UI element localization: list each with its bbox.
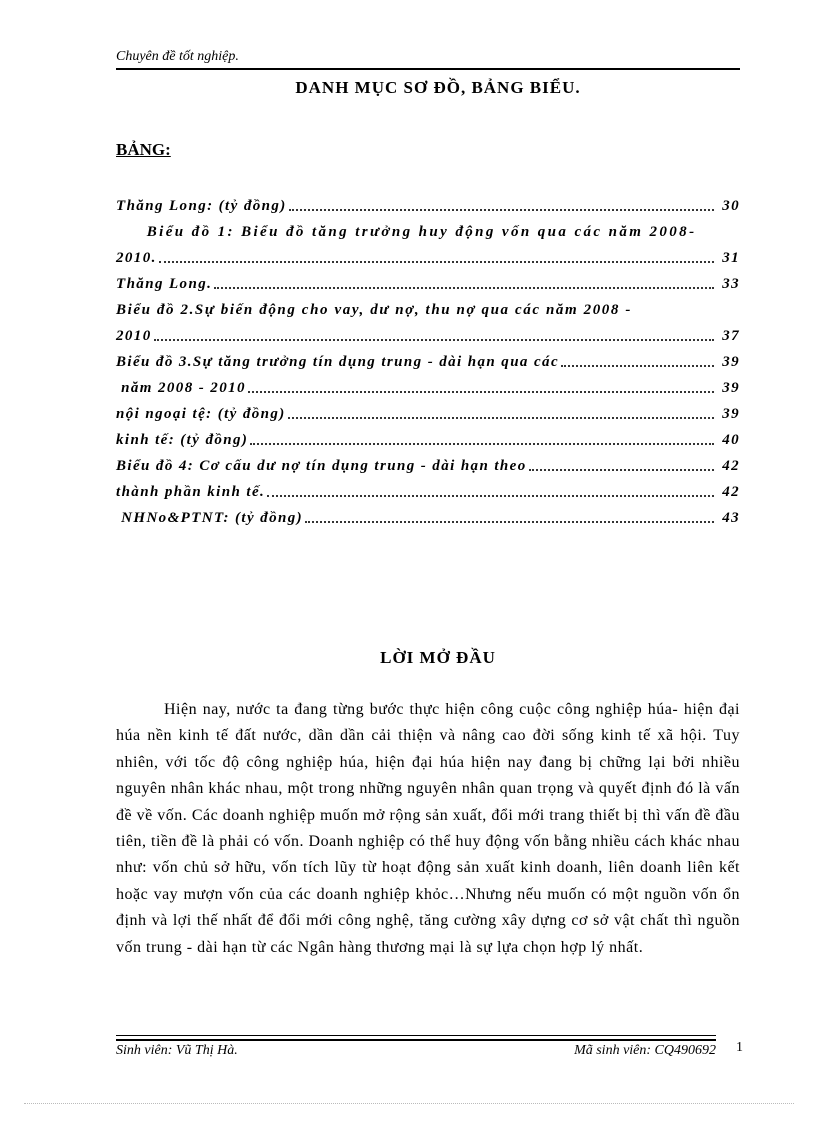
footer-student-name: Sinh viên: Vũ Thị Hà. — [116, 1043, 238, 1058]
header-divider — [116, 68, 740, 70]
toc-entry[interactable] — [116, 190, 740, 216]
toc-entry-label: Thăng Long. — [116, 276, 213, 292]
toc-entry[interactable] — [116, 476, 740, 502]
footer-divider-thin — [116, 1035, 716, 1036]
toc-entry[interactable] — [116, 294, 740, 320]
page-bottom-border — [24, 1103, 794, 1104]
toc-entry[interactable] — [116, 372, 740, 398]
toc-entry[interactable] — [116, 450, 740, 476]
toc-entry-label: Thăng Long: (tỷ đồng) — [116, 198, 287, 214]
toc-list — [116, 190, 740, 528]
section-label: BẢNG: — [116, 140, 171, 159]
running-header: Chuyên đề tốt nghiệp. — [116, 49, 239, 64]
dot-leader — [159, 260, 714, 263]
toc-entry[interactable] — [116, 320, 740, 346]
toc-entry-page: 39 — [722, 354, 740, 370]
dot-leader — [214, 286, 714, 289]
dot-leader — [248, 390, 714, 393]
dot-leader — [305, 520, 714, 523]
toc-entry-label: nội ngoại tệ: (tỷ đồng) — [116, 406, 286, 422]
toc-entry[interactable] — [116, 502, 740, 528]
toc-entry-label: NHNo&PTNT: (tỷ đồng) — [116, 510, 304, 526]
dot-leader — [154, 338, 714, 341]
toc-entry-page: 39 — [722, 380, 740, 396]
dot-leader — [529, 468, 714, 471]
toc-entry[interactable] — [116, 216, 740, 242]
toc-entry-label: Biểu đồ 1: Biểu đồ tăng trưởng huy động vốn qua các năm 2008- — [116, 224, 697, 240]
toc-entry-label: Biểu đồ 3.Sự tăng trưởng tín dụng trung - dài hạn qua các — [116, 354, 560, 370]
toc-entry-page: 42 — [722, 458, 740, 474]
toc-title: DANH MỤC SƠ ĐỒ, BẢNG BIỂU. — [295, 78, 581, 97]
toc-entry-label: 2010. — [116, 250, 157, 266]
toc-entry[interactable] — [116, 242, 740, 268]
toc-entry-page: 37 — [722, 328, 740, 344]
toc-entry-page: 31 — [722, 250, 740, 266]
toc-entry-label: kinh tế: (tỷ đồng) — [116, 432, 249, 448]
intro-title: LỜI MỞ ĐẦU — [380, 648, 496, 667]
toc-entry-label: Biểu đồ 2.Sự biến động cho vay, dư nợ, thu nợ qua các năm 2008 - — [116, 302, 632, 318]
toc-entry[interactable] — [116, 398, 740, 424]
toc-entry-label: thành phần kinh tế. — [116, 484, 266, 500]
toc-entry-label: 2010 — [116, 328, 152, 344]
toc-entry-page: 33 — [722, 276, 740, 292]
footer-student-id: Mã sinh viên: CQ490692 — [574, 1043, 716, 1058]
toc-entry-page: 40 — [722, 432, 740, 448]
intro-paragraph: Hiện nay, nước ta đang từng bước thực hiện công cuộc công nghiệp húa- hiện đại húa nền kinh tế đất nước, dần dần cải thiện và nâng cao đời sống kinh tế xã hội. Tuy nhiên, với tốc độ công nghiệp húa, hiện đại húa hiện nay đang bị chững lại bởi nhiều nguyên nhân khác nhau, một trong những nguyên nhân quan trọng và quyết định đó là vấn đề về vốn. Các doanh nghiệp muốn mở rộng sản xuất, đổi mới trang thiết bị thì vấn đề đầu tiên, tiền đề là phải có vốn. Doanh nghiệp có thể huy động vốn bằng nhiều cách khác nhau như: vốn chủ sở hữu, vốn tích lũy từ hoạt động sản xuất kinh doanh, liên doanh liên kết hoặc vay mượn vốn của các doanh nghiệp khỏc…Nhưng nếu muốn có một nguồn vốn ổn định và lợi thế nhất để đổi mới công nghệ, tăng cường xây dựng cơ sở vật chất thì nguồn vốn trung - dài hạn từ các Ngân hàng thương mại là sự lựa chọn hợp lý nhất. — [116, 701, 740, 956]
dot-leader — [289, 208, 714, 211]
toc-entry[interactable] — [116, 268, 740, 294]
toc-entry-label: Biểu đồ 4: Cơ cấu dư nợ tín dụng trung - dài hạn theo — [116, 458, 527, 474]
dot-leader — [288, 416, 714, 419]
toc-entry[interactable] — [116, 424, 740, 450]
toc-entry-page: 43 — [722, 510, 740, 526]
page-number: 1 — [736, 1040, 743, 1055]
dot-leader — [250, 442, 714, 445]
toc-entry-label: năm 2008 - 2010 — [116, 380, 246, 396]
dot-leader — [267, 494, 714, 497]
dot-leader — [561, 364, 714, 367]
toc-entry[interactable] — [116, 346, 740, 372]
toc-entry-page: 42 — [722, 484, 740, 500]
toc-entry-page: 39 — [722, 406, 740, 422]
toc-entry-page: 30 — [722, 198, 740, 214]
footer-divider-thick — [116, 1039, 716, 1041]
